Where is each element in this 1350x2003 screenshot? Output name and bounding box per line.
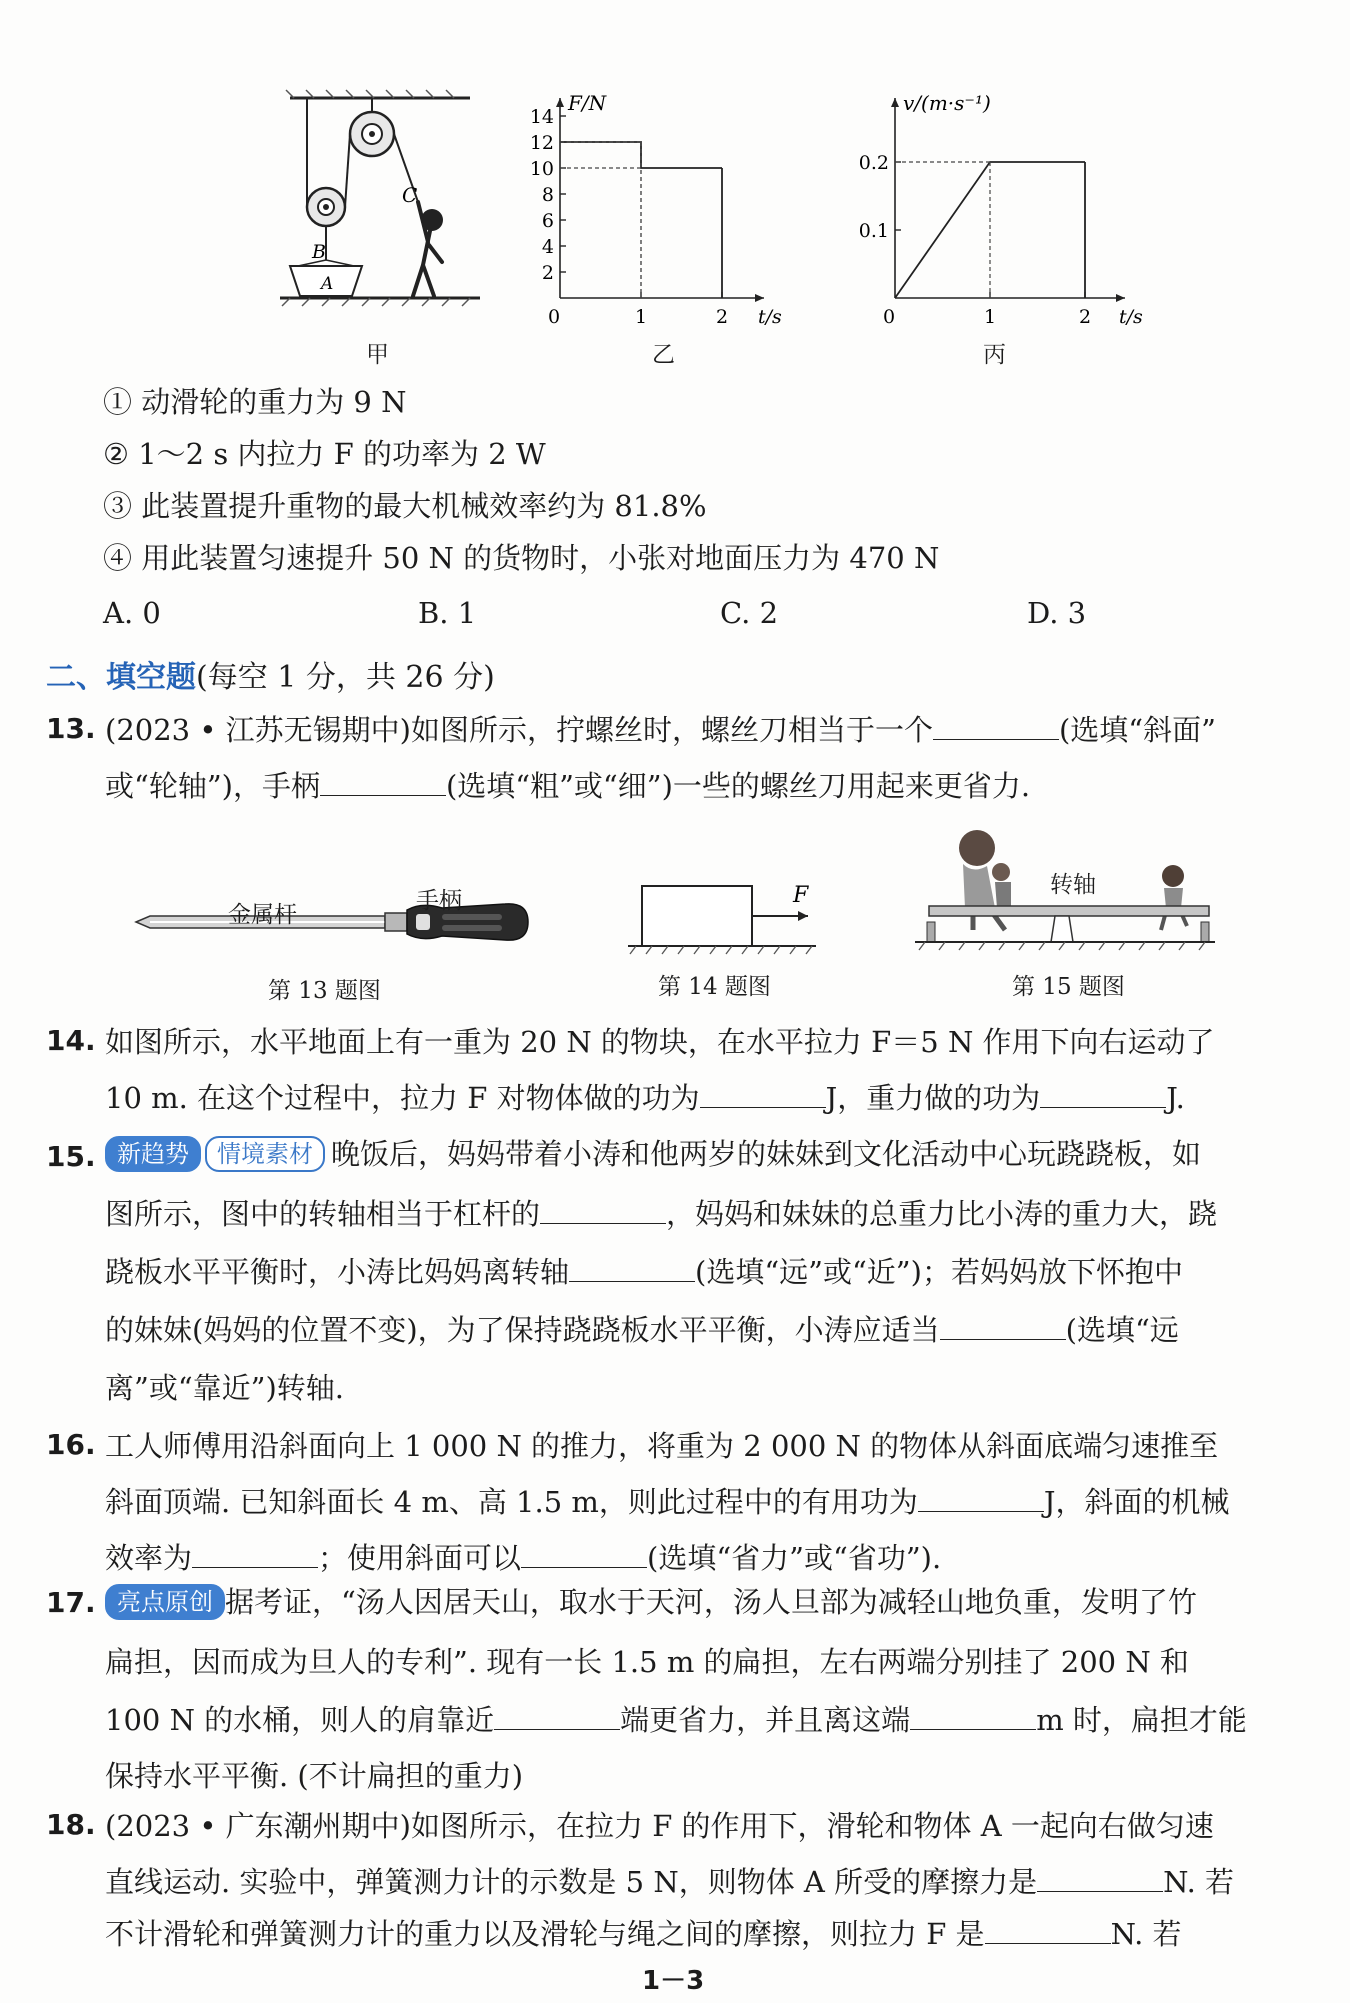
- section-note: (每空 1 分，共 26 分): [196, 660, 495, 695]
- y-axis-label: v/(m·s⁻¹): [903, 91, 991, 115]
- q15-number: 15.: [46, 1140, 96, 1173]
- page-number: 1－3: [642, 1966, 705, 1996]
- q15-text4b: (选填“远: [1065, 1313, 1179, 1347]
- q13-text2a: 或“轮轴”)，手柄: [105, 769, 320, 803]
- q16-text3c: (选填“省力”或“省功”).: [647, 1541, 942, 1575]
- caption-bing: 丙: [983, 342, 1006, 368]
- y-tick-label: 10: [529, 158, 554, 180]
- figure-jia-pulley: [280, 90, 480, 330]
- y-tick-label: 4: [541, 236, 554, 258]
- caption-jia: 甲: [366, 342, 389, 368]
- q17-text2: 扁担，因而成为旦人的专利”. 现有一长 1.5 m 的扁担，左右两端分别挂了 200 N 和: [105, 1645, 1189, 1679]
- q16-blank1[interactable]: [918, 1485, 1044, 1512]
- x-axis-arrow: [755, 294, 764, 302]
- q14-blank1[interactable]: [700, 1081, 826, 1108]
- q15-blank3[interactable]: [940, 1313, 1066, 1340]
- q18-blank2[interactable]: [985, 1917, 1111, 1944]
- statement-3: ③ 此装置提升重物的最大机械效率约为 81.8%: [103, 489, 707, 523]
- label-a: A: [321, 274, 334, 294]
- q15-blank1[interactable]: [540, 1197, 666, 1224]
- statement-4: ④ 用此装置匀速提升 50 N 的货物时，小张对地面压力为 470 N: [103, 541, 940, 575]
- q15-text1: 晚饭后，妈妈带着小涛和他两岁的妹妹到文化活动中心玩跷跷板，如: [331, 1137, 1202, 1171]
- q17-text3a: 100 N 的水桶，则人的肩靠近: [105, 1703, 495, 1737]
- q18-blank1[interactable]: [1037, 1865, 1163, 1892]
- q15-text2a: 图所示，图中的转轴相当于杠杆的: [105, 1197, 541, 1231]
- caption-14: 第 14 题图: [658, 974, 771, 1000]
- caption-15: 第 15 题图: [1012, 974, 1125, 1000]
- fig15-label-axis: 转轴: [1050, 872, 1096, 898]
- q15-text3b: (选填“远”或“近”)；若妈妈放下怀抱中: [695, 1255, 1183, 1289]
- y-tick-label: 0.2: [858, 152, 889, 174]
- q13-blank1[interactable]: [933, 713, 1059, 740]
- q15-text3a: 跷板水平平衡时，小涛比妈妈离转轴: [105, 1255, 570, 1289]
- q15-line5: [105, 1366, 344, 1407]
- y-tick-label: 0.1: [858, 220, 889, 242]
- statement-2: ② 1～2 s 内拉力 F 的功率为 2 W: [103, 437, 546, 471]
- q16-text1: 工人师傅用沿斜面向上 1 000 N 的推力，将重为 2 000 N 的物体从斜面底端匀速推至: [105, 1429, 1219, 1463]
- figure-14-block: [620, 880, 820, 960]
- label-c: C: [402, 183, 418, 207]
- q13-text2b: (选填“粗”或“细”)一些的螺丝刀用起来更省力.: [445, 769, 1031, 803]
- q13-text1b: (选填“斜面”: [1058, 713, 1216, 747]
- q16-blank3[interactable]: [521, 1541, 647, 1568]
- tag-context: 情境素材: [205, 1136, 325, 1172]
- y-axis-arrow: [556, 98, 564, 107]
- fig14-label-f: F: [793, 883, 809, 908]
- q17-text3b: 端更省力，并且离这端: [620, 1703, 911, 1737]
- q13-text1a: (2023 • 江苏无锡期中)如图所示，拧螺丝时，螺丝刀相当于一个: [105, 713, 933, 747]
- q17-text3c: m 时，扁担才能: [1036, 1703, 1247, 1737]
- caption-13: 第 13 题图: [268, 978, 381, 1004]
- q18-text2a: 直线运动. 实验中，弹簧测力计的示数是 5 N，则物体 A 所受的摩擦力是: [105, 1865, 1038, 1899]
- q16-text2b: J，斜面的机械: [1043, 1485, 1230, 1519]
- x-axis-label: t/s: [1119, 306, 1143, 328]
- choice-c: C. 2: [720, 596, 779, 630]
- choice-b: B. 1: [418, 596, 477, 630]
- section-title: 二、填空题: [46, 660, 196, 695]
- x-tick-label: 1: [983, 306, 997, 328]
- q17-number: 17.: [46, 1586, 96, 1619]
- q13-blank2[interactable]: [320, 769, 446, 796]
- q17-line2: [105, 1640, 1189, 1681]
- q15-text4a: 的妹妹(妈妈的位置不变)，为了保持跷跷板水平平衡，小涛应适当: [105, 1313, 940, 1347]
- q15-line4: [105, 1308, 1179, 1349]
- q18-line1: [105, 1804, 1214, 1845]
- choice-d: D. 3: [1027, 596, 1087, 630]
- q17-line1: [105, 1580, 1197, 1621]
- q13-number: 13.: [46, 712, 96, 745]
- q13-line2: [105, 764, 1030, 805]
- q17-line4: [105, 1754, 523, 1795]
- y-tick-label: 8: [541, 184, 554, 206]
- x-tick-label: 2: [1078, 306, 1092, 328]
- q16-line2: [105, 1480, 1230, 1521]
- q15-line2: [105, 1192, 1217, 1233]
- q17-blank1[interactable]: [494, 1703, 620, 1730]
- tag-highlight-original: 亮点原创: [105, 1584, 225, 1620]
- q18-text2b: N. 若: [1163, 1865, 1235, 1899]
- chart-yi: [515, 91, 795, 338]
- caption-yi: 乙: [652, 342, 675, 368]
- q15-line1: [105, 1132, 1201, 1173]
- q14-blank2[interactable]: [1040, 1081, 1166, 1108]
- q18-line2: [105, 1860, 1234, 1901]
- tag-new-trend: 新趋势: [105, 1136, 201, 1172]
- q14-text1: 如图所示，水平地面上有一重为 20 N 的物块，在水平拉力 F＝5 N 作用下向右运动了: [105, 1025, 1215, 1059]
- y-tick-label: 14: [529, 106, 554, 128]
- q13-line1: [105, 708, 1216, 749]
- q16-line3: [105, 1536, 941, 1577]
- q16-text2a: 斜面顶端. 已知斜面长 4 m、高 1.5 m，则此过程中的有用功为: [105, 1485, 918, 1519]
- x-tick-label: 1: [634, 306, 648, 328]
- section-header: [46, 652, 495, 696]
- x-axis-label: t/s: [758, 306, 782, 328]
- y-axis-label: F/N: [568, 91, 607, 115]
- q16-text3a: 效率为: [105, 1541, 193, 1575]
- q14-line2: [105, 1076, 1185, 1117]
- x-tick-label: 2: [715, 306, 729, 328]
- q16-text3b: ；使用斜面可以: [318, 1541, 522, 1575]
- chart-bing: [835, 91, 1143, 338]
- q16-blank2[interactable]: [192, 1541, 318, 1568]
- q18-text3b: N. 若: [1110, 1917, 1182, 1951]
- q18-line3: [105, 1912, 1182, 1953]
- q18-number: 18.: [46, 1808, 96, 1841]
- x-axis-arrow: [1116, 294, 1125, 302]
- q17-blank2[interactable]: [910, 1703, 1036, 1730]
- y-axis-arrow: [891, 98, 899, 107]
- q16-line1: [105, 1424, 1218, 1465]
- fig13-label-handle: 手柄: [416, 888, 462, 914]
- q18-text3a: 不计滑轮和弹簧测力计的重力以及滑轮与绳之间的摩擦，则拉力 F 是: [105, 1917, 985, 1951]
- x-tick-label: 0: [882, 306, 896, 328]
- fig13-label-rod: 金属杆: [228, 902, 297, 928]
- q14-line1: [105, 1020, 1215, 1061]
- y-tick-label: 2: [541, 262, 554, 284]
- q16-number: 16.: [46, 1428, 96, 1461]
- q14-text2c: J.: [1166, 1081, 1185, 1115]
- q17-text4: 保持水平平衡. (不计扁担的重力): [105, 1759, 524, 1793]
- label-b: B: [312, 241, 326, 263]
- q14-text2b: J，重力做的功为: [825, 1081, 1041, 1115]
- figure-13-screwdriver: [130, 870, 530, 960]
- q14-text2a: 10 m. 在这个过程中，拉力 F 对物体做的功为: [105, 1081, 700, 1115]
- q18-text1: (2023 • 广东潮州期中)如图所示，在拉力 F 的作用下，滑轮和物体 A 一起向右做匀速: [105, 1809, 1214, 1843]
- q15-text5: 离”或“靠近”)转轴.: [105, 1371, 345, 1405]
- q15-line3: [105, 1250, 1183, 1291]
- q17-line3: [105, 1698, 1247, 1739]
- statement-1: ① 动滑轮的重力为 9 N: [103, 385, 407, 419]
- q17-text1: 据考证，“汤人因居天山，取水于天河，汤人旦部为减轻山地负重，发明了竹: [225, 1585, 1197, 1619]
- choice-a: A. 0: [103, 596, 161, 630]
- q15-text2b: ，妈妈和妹妹的总重力比小涛的重力大，跷: [666, 1197, 1218, 1231]
- q14-number: 14.: [46, 1024, 96, 1057]
- q15-blank2[interactable]: [569, 1255, 695, 1282]
- x-tick-label: 0: [547, 306, 561, 328]
- y-tick-label: 6: [541, 210, 554, 232]
- y-tick-label: 12: [529, 132, 554, 154]
